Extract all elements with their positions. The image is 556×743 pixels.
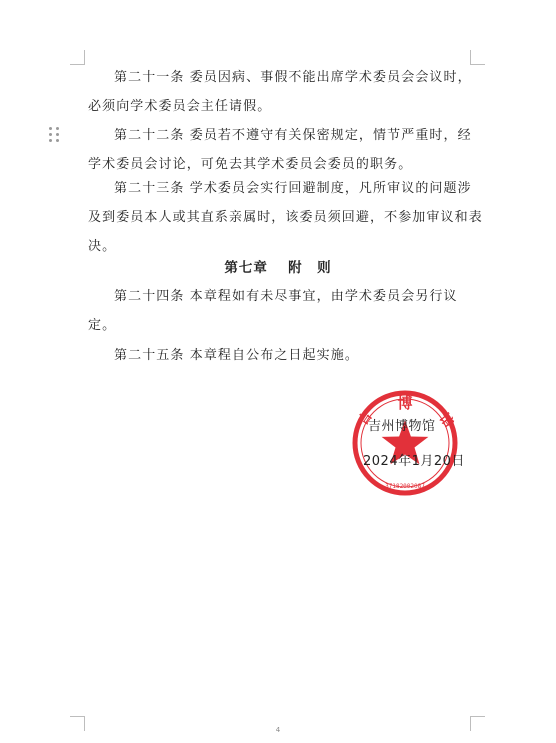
svg-text:吉: 吉	[355, 409, 376, 429]
article-21: 第二十一条 委员因病、事假不能出席学术委员会会议时，必须向学术委员会主任请假。	[88, 70, 472, 114]
svg-text:37182002087: 37182002087	[385, 483, 425, 490]
page-number: 4	[275, 726, 281, 734]
paragraph-drag-handle-icon[interactable]	[49, 127, 61, 143]
crop-mark-top-left	[70, 50, 85, 65]
signature-organization: 吉州博物馆	[368, 419, 436, 434]
article-23: 第二十三条 学术委员会实行回避制度，凡所审议的问题涉及到委员本人或其直系亲属时，该委员须回避，不参加审议和表决。	[88, 181, 483, 254]
chapter-heading: 第七章 附 则	[224, 260, 332, 276]
article-22: 第二十二条 委员若不遵守有关保密规定，情节严重时，经学术委员会讨论，可免去其学术委员会委员的职务。	[88, 128, 472, 172]
svg-text:馆: 馆	[435, 410, 456, 431]
signature-date: 2024年1月20日	[363, 454, 465, 469]
svg-text:博: 博	[397, 394, 413, 412]
article-24: 第二十四条 本章程如有未尽事宜，由学术委员会另行议定。	[88, 289, 458, 333]
official-seal-stamp	[345, 388, 465, 498]
article-25: 第二十五条 本章程自公布之日起实施。	[114, 348, 359, 363]
